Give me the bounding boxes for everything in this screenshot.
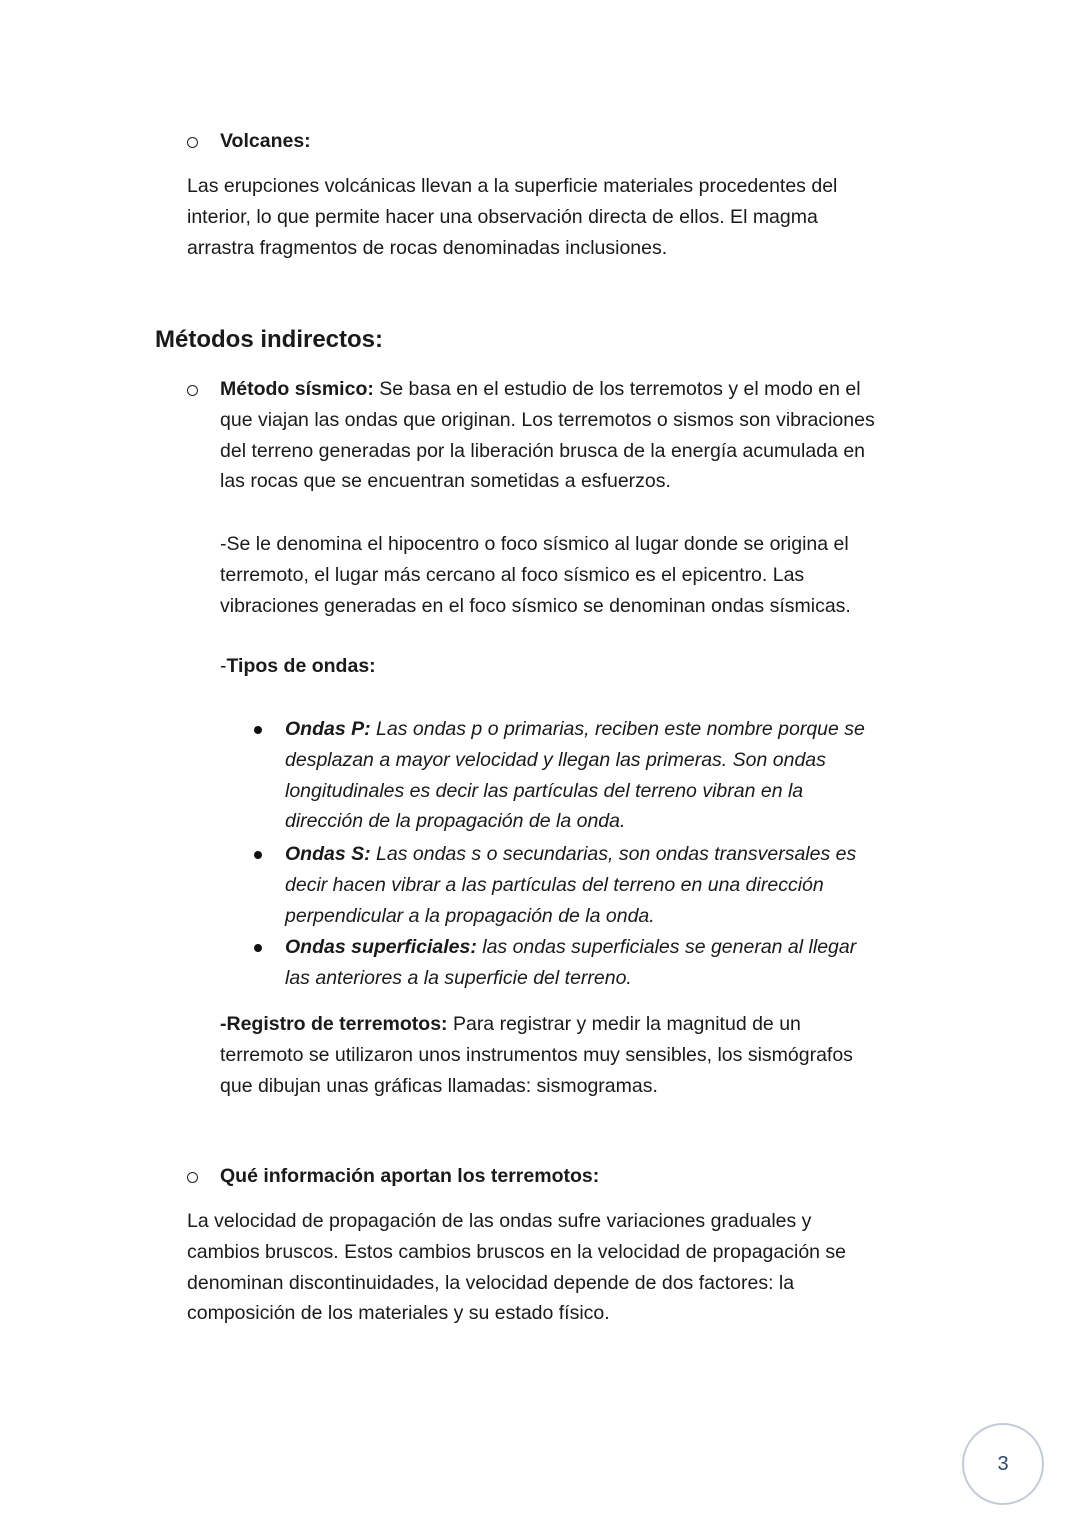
ondas-p-item: Ondas P: Las ondas p o primarias, reciben este nombre porque se desplazan a mayor velocidad y llegan las primeras. Son ondas longitudinales es decir las partículas del terreno vibran en la dirección de la propagación de la onda. bbox=[285, 718, 865, 833]
ondas-s-item: Ondas S: Las ondas s o secundarias, son ondas transversales es decir hacen vibrar a las partículas del terreno en una dirección perpendicular a la propagación de la onda. bbox=[285, 843, 857, 927]
informacion-paragraph: La velocidad de propagación de las ondas sufre variaciones graduales y cambios bruscos. Estos cambios bruscos en la velocidad de propagación se denominan discontinuidades, la velocidad depende de dos factores: la composición de los materiales y su estado físico. bbox=[187, 1210, 847, 1325]
section-heading: Métodos indirectos: bbox=[155, 326, 384, 353]
informacion-title: Qué información aportan los terremotos: bbox=[220, 1165, 600, 1187]
page-number: 3 bbox=[962, 1423, 1044, 1505]
bullet-icon bbox=[254, 851, 262, 859]
hollow-bullet-icon bbox=[187, 1172, 198, 1183]
volcanes-paragraph: Las erupciones volcánicas llevan a la superficie materiales procedentes del interior, lo que permite hacer una observación directa de ellos. El magma arrastra fragmentos de rocas denominadas inclusiones. bbox=[187, 175, 838, 259]
bullet-icon bbox=[254, 726, 262, 734]
hipocentro-paragraph: -Se le denomina el hipocentro o foco sísmico al lugar donde se origina el terremoto, el lugar más cercano al foco sísmico es el epicentro. Las vibraciones generadas en el foco sísmico se denominan ondas sísmicas. bbox=[220, 533, 851, 617]
hollow-bullet-icon bbox=[187, 385, 198, 396]
bullet-icon bbox=[254, 944, 262, 952]
volcanes-title: Volcanes: bbox=[220, 130, 311, 152]
tipos-ondas-heading: -Tipos de ondas: bbox=[220, 655, 376, 677]
registro-paragraph: -Registro de terremotos: Para registrar y medir la magnitud de un terremoto se utilizaron unos instrumentos muy sensibles, los sismógrafos que dibujan unas gráficas llamadas: sismogramas. bbox=[220, 1013, 853, 1097]
ondas-superficiales-item: Ondas superficiales: las ondas superficiales se generan al llegar las anteriores a la superficie del terreno. bbox=[285, 936, 857, 989]
hollow-bullet-icon bbox=[187, 137, 198, 148]
metodo-sismico-paragraph: Método sísmico: Se basa en el estudio de los terremotos y el modo en el que viajan las ondas que originan. Los terremotos o sismos son vibraciones del terreno generadas por la liberación brusca de la energía acumulada en las rocas que se encuentran sometidas a esfuerzos. bbox=[220, 378, 875, 493]
